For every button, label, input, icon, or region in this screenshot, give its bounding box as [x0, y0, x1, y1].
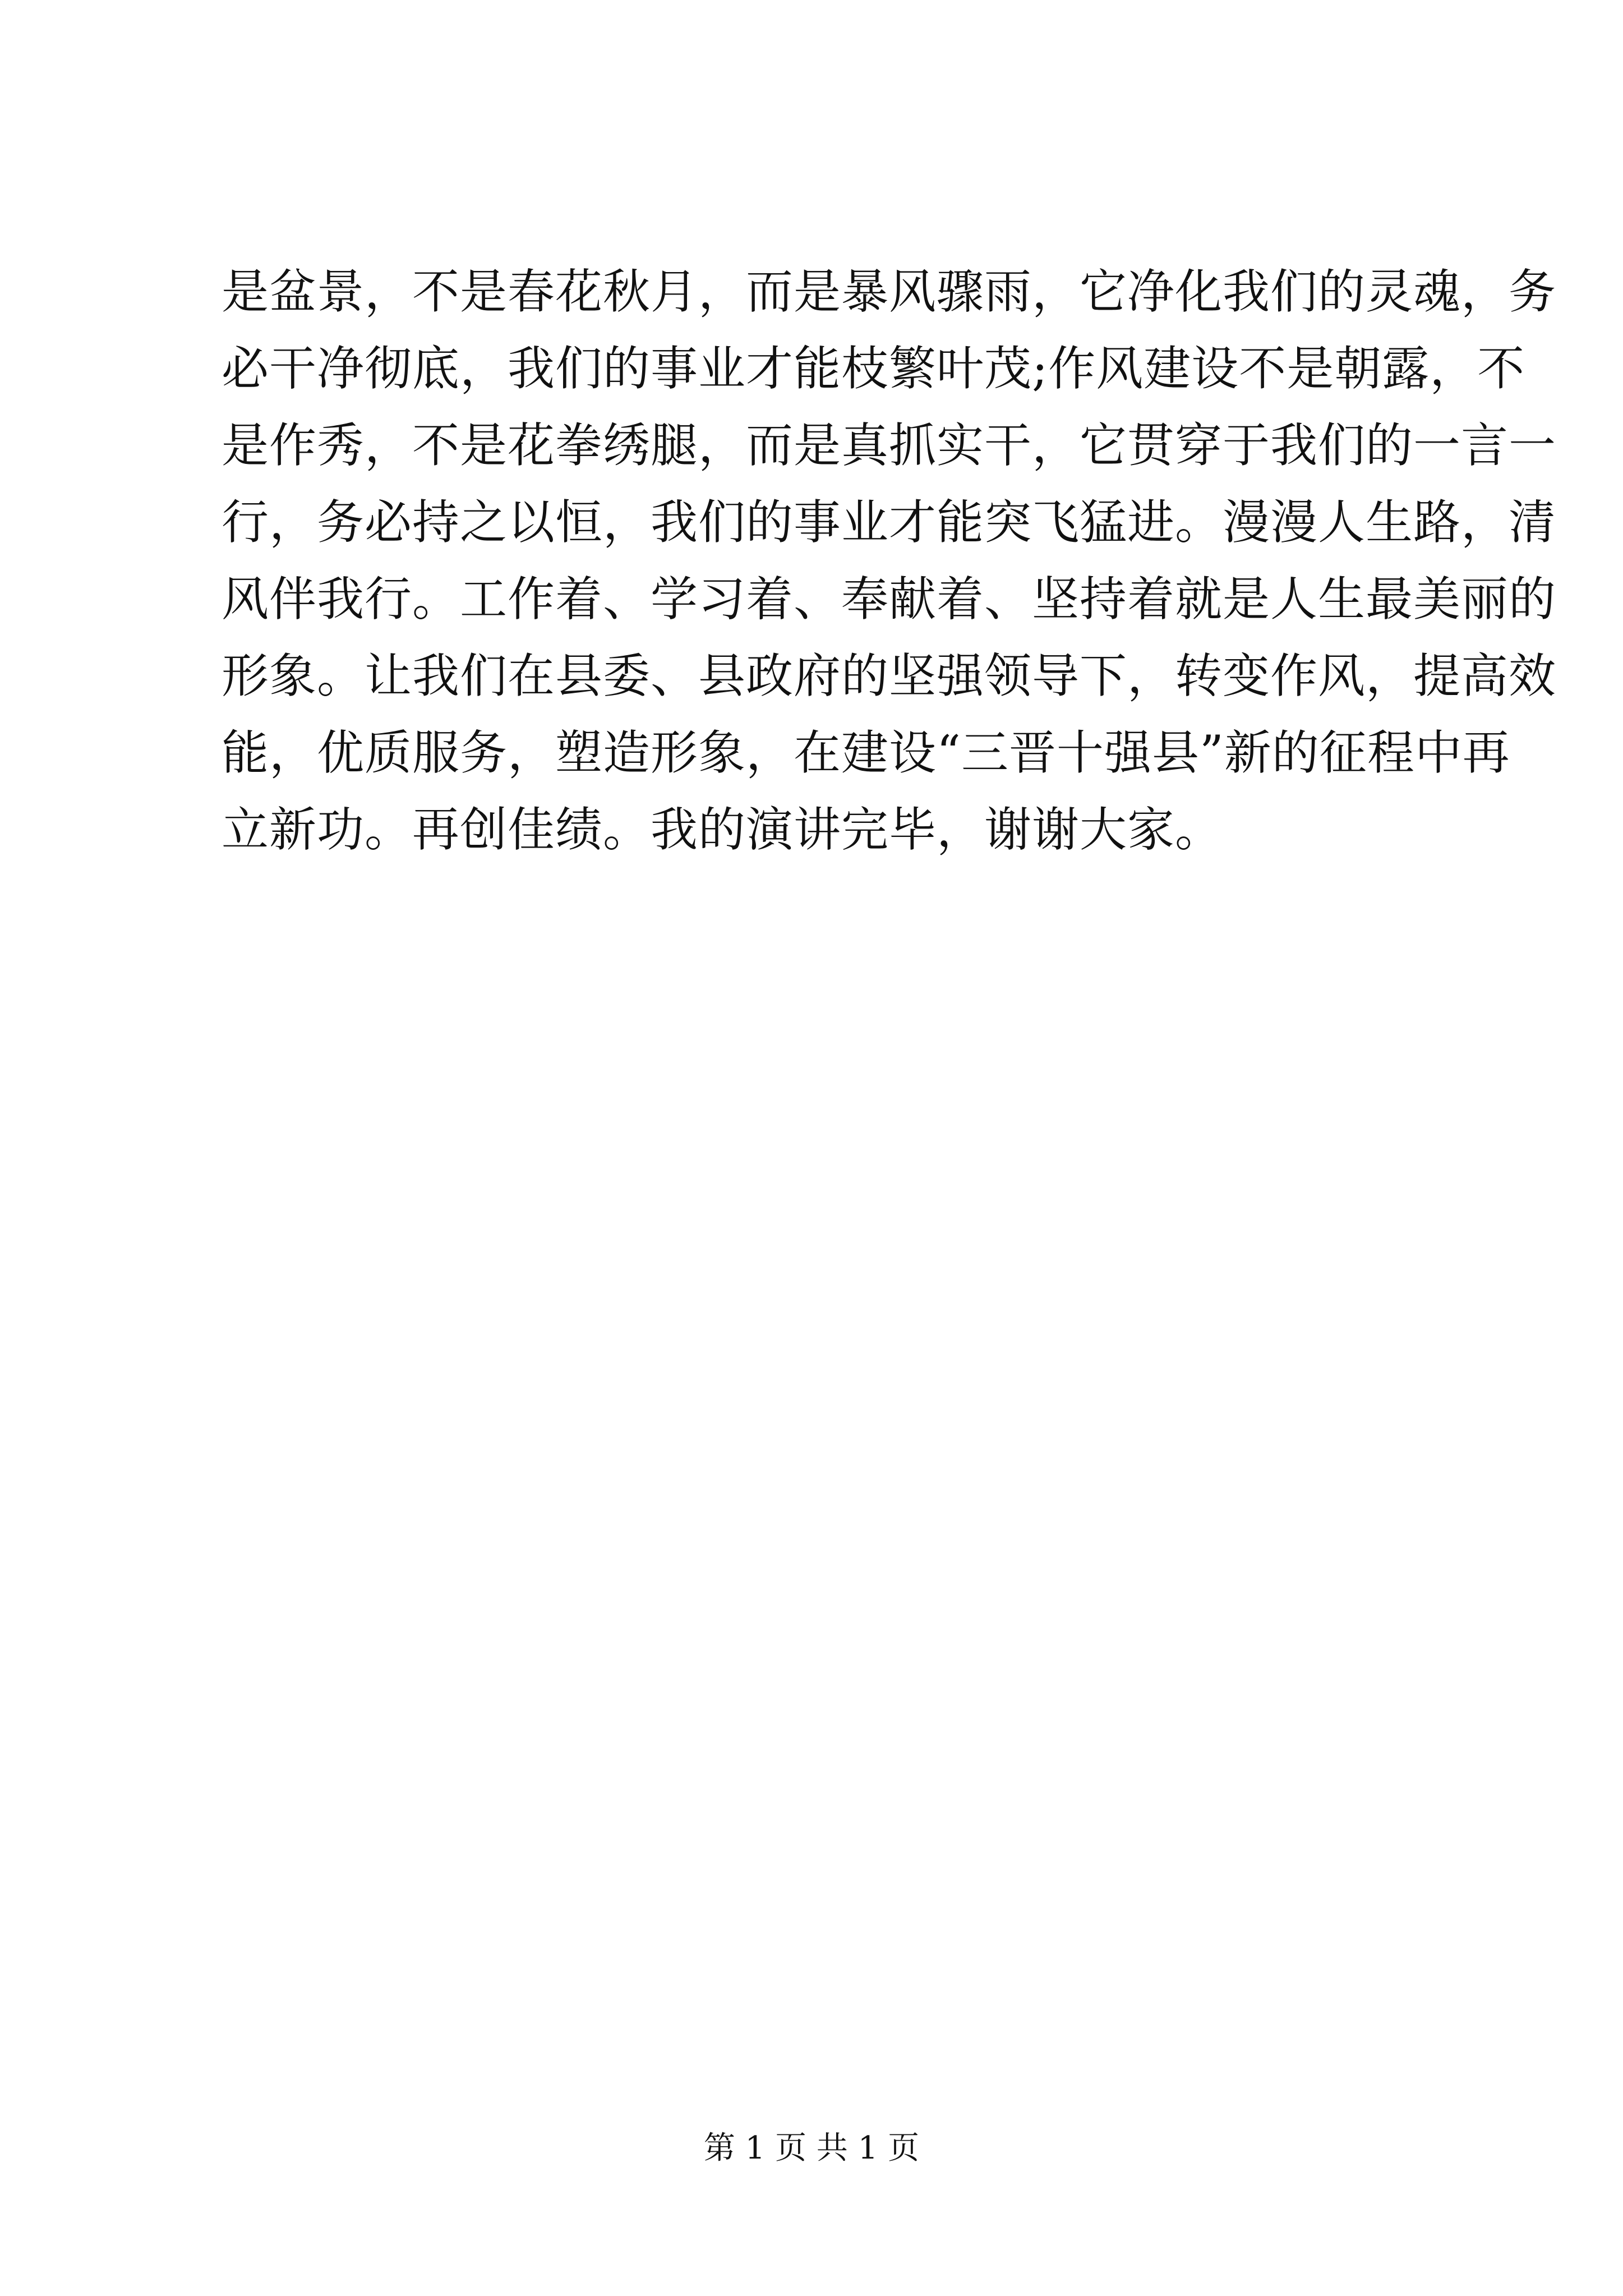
text-line: 是盆景，不是春花秋月，而是暴风骤雨，它净化我们的灵魂，务 [222, 264, 1557, 319]
text-line: 风伴我行。工作着、学习着、奉献着、坚持着就是人生最美丽的 [222, 572, 1557, 627]
page-number-footer: 第 1 页 共 1 页 [703, 2130, 920, 2166]
text-line: 能，优质服务，塑造形象，在建设“三晋十强县”新的征程中再 [222, 725, 1510, 780]
body-paragraph [222, 254, 1557, 868]
text-line: 形象。让我们在县委、县政府的坚强领导下，转变作风，提高效 [222, 648, 1557, 703]
text-line: 行，务必持之以恒，我们的事业才能突飞猛进。漫漫人生路，清 [222, 495, 1557, 550]
text-line: 立新功。再创佳绩。我的演讲完毕，谢谢大家。 [222, 802, 1223, 857]
text-line: 是作秀，不是花拳绣腿，而是真抓实干，它贯穿于我们的一言一 [222, 418, 1557, 473]
text-line: 必干净彻底，我们的事业才能枝繁叶茂;作风建设不是朝露，不 [222, 341, 1525, 396]
